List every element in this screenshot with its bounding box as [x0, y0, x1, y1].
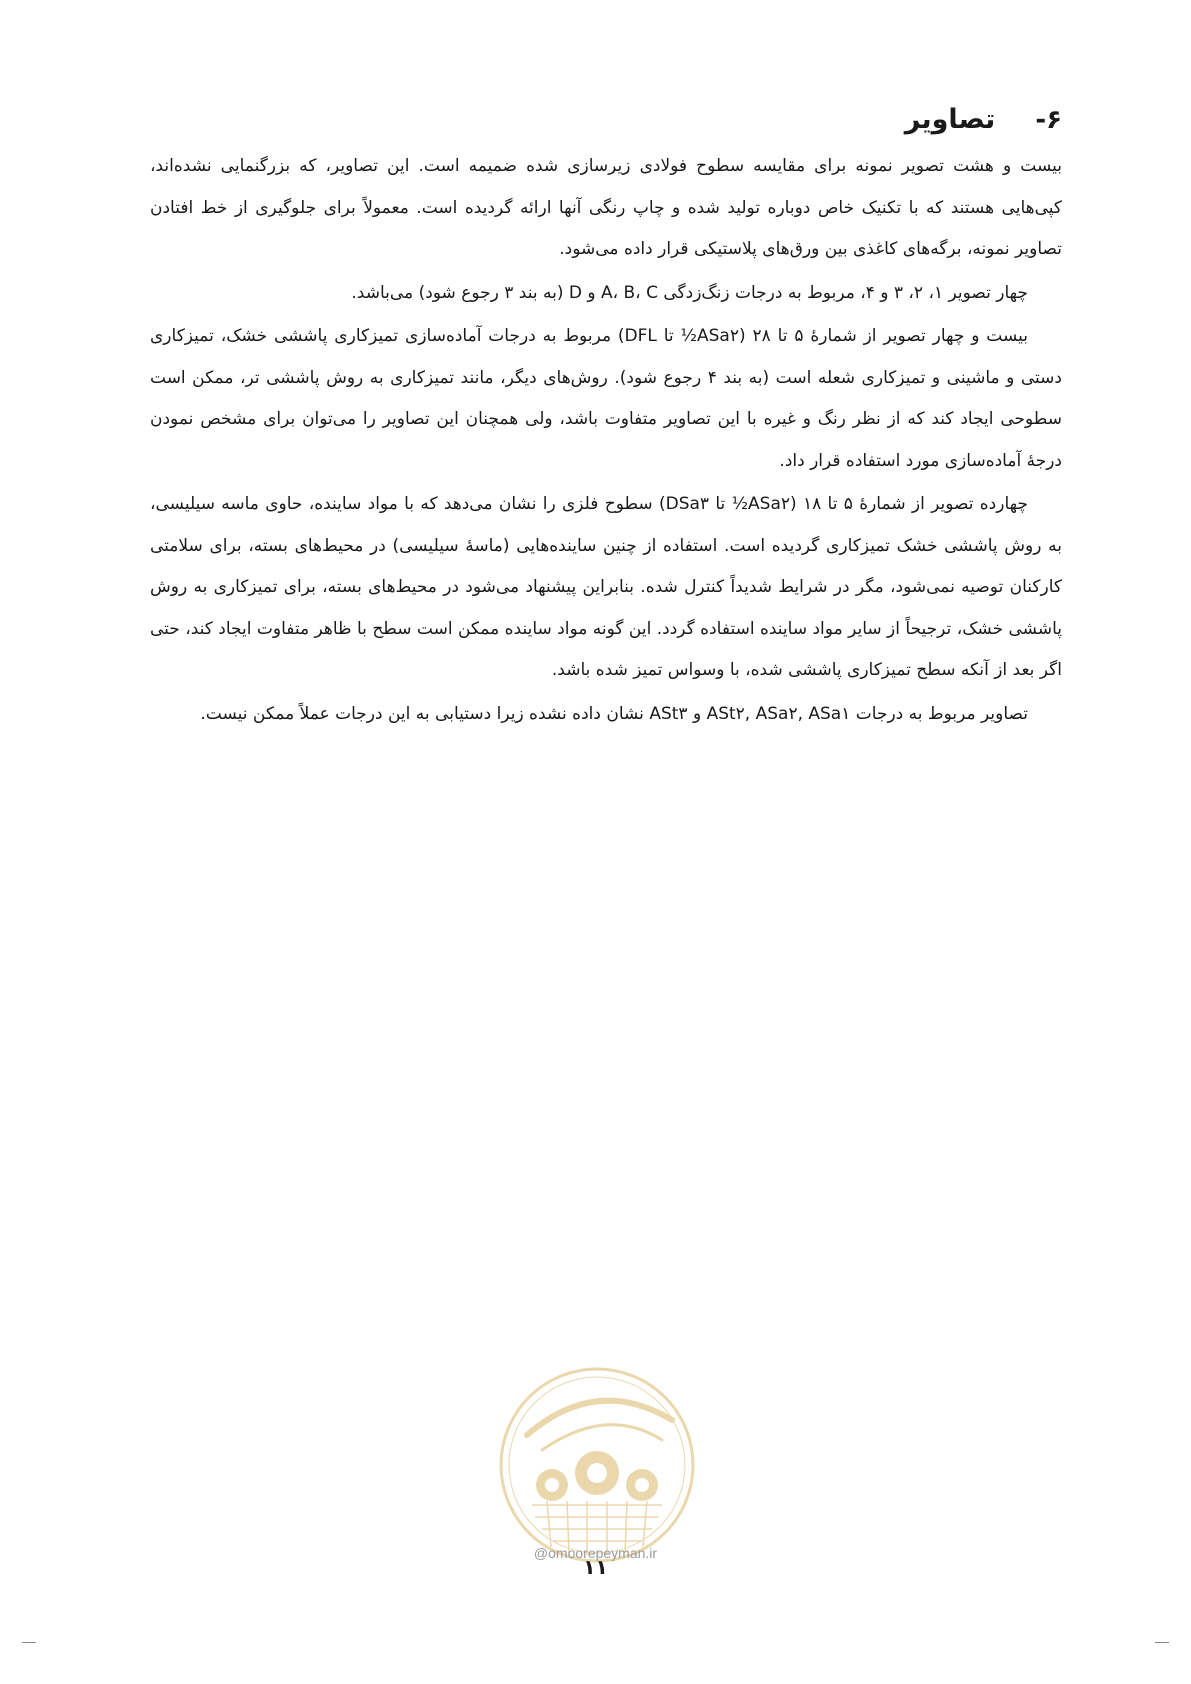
crop-mark-right: [1155, 1642, 1169, 1643]
section-title: تصاویر: [904, 104, 996, 135]
document-body: [150, 100, 1062, 737]
section-heading: [150, 100, 1062, 140]
section-number: ۶-: [1035, 105, 1062, 135]
paragraph-2: چهار تصویر ۱، ۲، ۳ و ۴، مربوط به درجات زنگ‌زدگی A، B، C و D (به بند ۳ رجوع شود) می‌باشد.: [351, 282, 1028, 303]
paragraph-5: تصاویر مربوط به درجات ASt۲, ASa۲, ASa۱ و ASt۳ نشان داده نشده زیرا دستیابی به این درجات عملاً ممکن نیست.: [200, 703, 1028, 724]
paragraph-4: چهارده تصویر از شمارهٔ ۵ تا ۱۸ (ASa۲½ تا DSa۳) سطوح فلزی را نشان می‌دهد که با مواد ساینده، حاوی ماسه سیلیسی، به روش پاششی خشک تمیزکاری گردیده است. استفاده از چنین ساینده‌هایی (ماسهٔ سیلیسی) در محیط‌های بسته، برای سلامتی کارکنان توصیه نمی‌شود، مگر در شرایط شدیداً کنترل شده. بنابراین پیشنهاد می‌شود در محیط‌های بسته، برای تمیزکاری به روش پاششی خشک، ترجیحاً از سایر مواد ساینده استفاده گردد. این گونه مواد ساینده ممکن است سطح با ظاهر متفاوت ایجاد کند، حتی اگر بعد از آنکه سطح تمیزکاری پاششی شده، با وسواس تمیز شده باشد.: [150, 494, 1062, 680]
page-number: ۱۱: [583, 1555, 608, 1579]
paragraph-3: بیست و چهار تصویر از شمارهٔ ۵ تا ۲۸ (ASa۲½ تا DFL) مربوط به درجات آماده‌سازی تمیزکاری پاششی خشک، تمیزکاری دستی و ماشینی و تمیزکاری شعله است (به بند ۴ رجوع شود). روش‌های دیگر، مانند تمیزکاری به روش پاششی تر، ممکن است سطوحی ایجاد کند که از نظر رنگ و غیره با این تصاویر متفاوت باشد، ولی همچنان این تصاویر را می‌توان برای مشخص نمودن درجهٔ آماده‌سازی مورد استفاده قرار داد.: [150, 326, 1062, 471]
paragraph-1: بیست و هشت تصویر نمونه برای مقایسه سطوح فولادی زیرسازی شده ضمیمه است. این تصاویر، که بزرگنمایی نشده‌اند، کپی‌هایی هستند که با تکنیک خاص دوباره تولید شده و چاپ رنگی آنها ارائه گردیده است. معمولاً برای جلوگیری از خط افتادن تصاویر نمونه، برگه‌های کاغذی بین ورق‌های پلاستیکی قرار داده می‌شود.: [150, 156, 1062, 259]
crop-mark-left: [22, 1642, 36, 1643]
watermark-logo: [487, 1365, 707, 1565]
watermark-url: @omoorepeyman.ir: [533, 1545, 658, 1561]
